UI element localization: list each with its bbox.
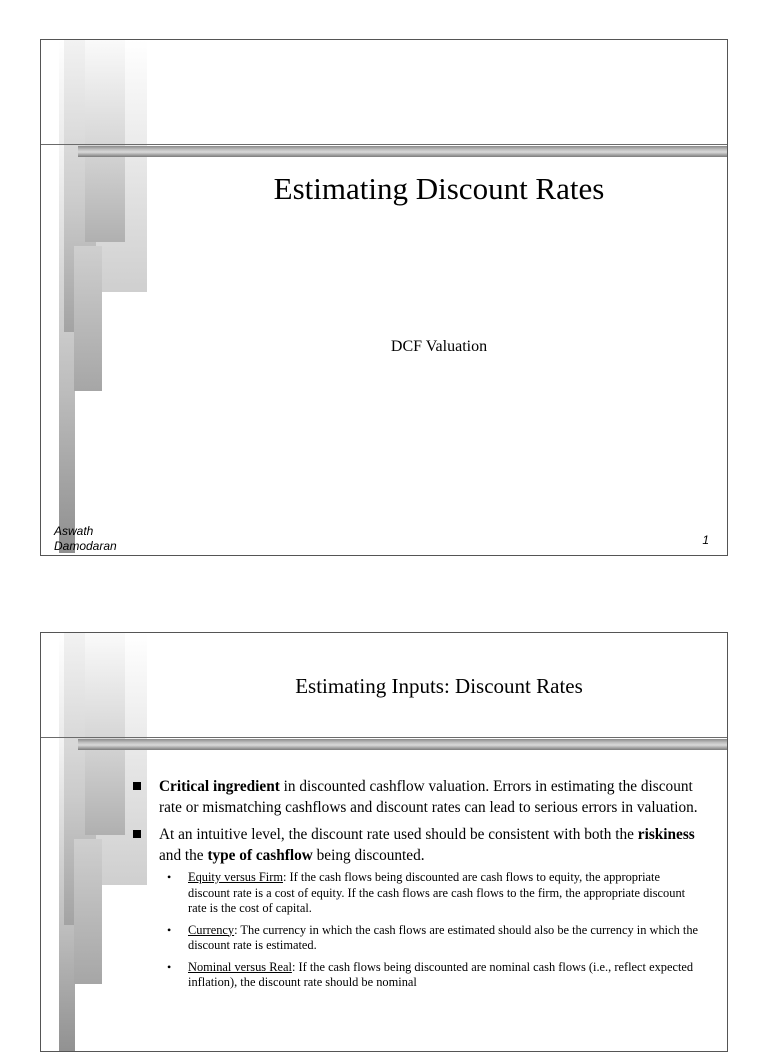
square-bullet-icon: [133, 782, 141, 790]
bullet-list: [133, 776, 705, 997]
bullet-item: [133, 776, 705, 818]
bullet-text: being discounted.: [312, 847, 425, 864]
bullet-text: in discounted cashflow valuation. Errors in estimating the discount rate or mismatching cashflows and discount rates can lead to serious errors in valuation.: [159, 778, 698, 816]
sub-bullet-term: Nominal versus Real: [188, 959, 292, 974]
sub-bullet-text: : The currency in which the cash flows are estimated should also be the currency in which the discount rate is estimated.: [188, 922, 699, 952]
slide-subtitle: DCF Valuation: [390, 338, 488, 355]
header-rule: [41, 737, 727, 738]
bullet-text: At an intuitive level, the discount rate used should be consistent with both the: [159, 826, 638, 843]
bullet-bold-text: Critical ingredient: [159, 778, 280, 795]
slide-title: Estimating Discount Rates: [273, 171, 605, 206]
bullet-bold-text: riskiness: [637, 826, 695, 843]
header-divider: [78, 739, 727, 750]
author-name: Aswath Damodaran: [54, 524, 117, 553]
square-bullet-icon: [133, 830, 141, 838]
page-number: 1: [702, 533, 709, 547]
bullet-item: [133, 824, 705, 991]
header-divider: [78, 146, 727, 157]
bullet-bold-text: type of cashflow: [207, 847, 313, 864]
sub-bullet-term: Currency: [188, 922, 235, 937]
slide-1: [40, 39, 728, 556]
sub-bullet-text: : If the cash flows being discounted are cash flows to equity, the appropriate discount rate is a cost of equity. If the cash flows are cash flows to the firm, the appropriate discount rate is the cost of capital.: [188, 870, 686, 915]
sub-bullet-text: : If the cash flows being discounted are nominal cash flows (i.e., reflect expected inflation), the discount rate should be nominal: [188, 959, 694, 989]
header-rule: [41, 144, 727, 145]
decoration-bar: [74, 246, 102, 391]
dot-bullet-icon: •: [167, 959, 172, 974]
sub-bullet-item: [159, 960, 705, 991]
dot-bullet-icon: •: [167, 922, 172, 937]
dot-bullet-icon: •: [167, 870, 172, 884]
sub-bullet-item: [159, 923, 705, 954]
slide-2: [40, 632, 728, 1052]
decoration-bar: [85, 40, 125, 242]
decoration-bar: [85, 633, 125, 835]
decoration-bar: [74, 839, 102, 984]
slide-title: Estimating Inputs: Discount Rates: [295, 674, 583, 698]
sub-bullet-item: [159, 870, 705, 917]
sub-bullet-term: Equity versus Firm: [188, 870, 283, 884]
sub-bullet-list: [159, 870, 705, 991]
bullet-text: and the: [159, 847, 208, 864]
